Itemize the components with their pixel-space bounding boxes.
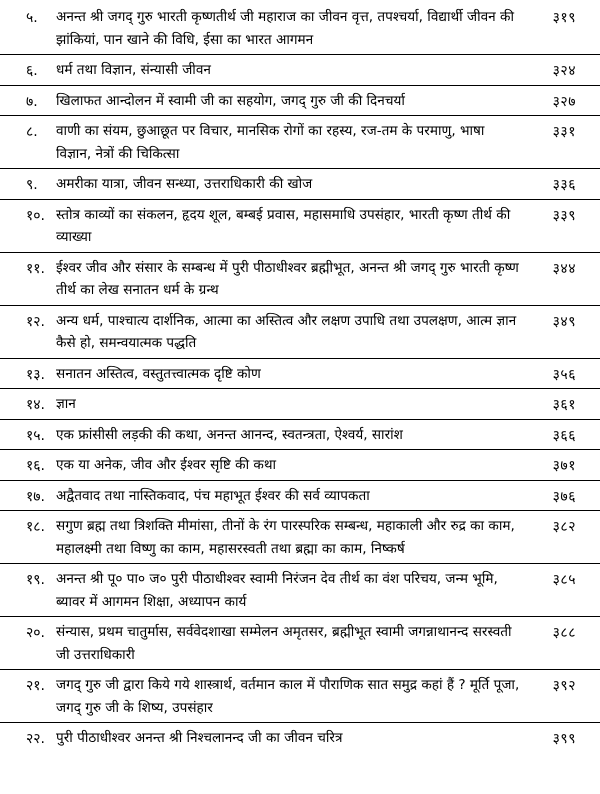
- toc-row: [0, 359, 600, 390]
- toc-row: [0, 564, 600, 617]
- entry-title: अनन्त श्री पू० पा० ज० पुरी पीठाधीश्वर स्वामी निरंजन देव तीर्थ का वंश परिचय, जन्म भूमि, ब्यावर में आगमन शिक्षा, अध्यापन कार्य: [56, 571, 498, 610]
- page-number: ३२७: [552, 93, 576, 110]
- entry-title: धर्म तथा विज्ञान, संन्यासी जीवन: [56, 62, 211, 78]
- toc-row: [0, 511, 600, 564]
- entry-number: १०.: [26, 207, 46, 224]
- toc-row: [0, 617, 600, 670]
- toc-row: [0, 116, 600, 169]
- page-number: ३७१: [552, 458, 576, 474]
- page-number: ३३६: [552, 177, 576, 193]
- entry-number: ७.: [26, 93, 38, 110]
- entry-number: १२.: [26, 313, 46, 330]
- page-number: ३९९: [552, 731, 576, 747]
- page-number: ३८२: [552, 519, 576, 535]
- entry-title: सगुण ब्रह्म तथा त्रिशक्ति मीमांसा, तीनों के रंग पारस्परिक सम्बन्ध, महाकाली और रुद्र का काम, महालक्ष्मी तथा विष्णु का काम, महासरस्वती तथा ब्रह्मा का काम, निष्कर्ष: [56, 518, 515, 557]
- toc-row: [0, 389, 600, 420]
- toc-row: [0, 450, 600, 481]
- entry-number: ६.: [26, 63, 38, 79]
- entry-title: सनातन अस्तित्व, वस्तुतत्त्वात्मक दृष्टि कोण: [56, 365, 261, 382]
- page-number: ३८५: [552, 572, 576, 588]
- entry-number: ५.: [26, 10, 38, 26]
- page-number: ३७६: [552, 488, 576, 505]
- entry-title: एक फ्रांसीसी लड़की की कथा, अनन्त आनन्द, स्वतन्त्रता, ऐश्वर्य, सारांश: [56, 426, 403, 443]
- entry-title: खिलाफत आन्दोलन में स्वामी जी का सहयोग, जगद् गुरु जी की दिनचर्या: [56, 92, 405, 109]
- page-number: ३२४: [552, 63, 576, 79]
- entry-title: अनन्त श्री जगद् गुरु भारती कृष्णतीर्थ जी महाराज का जीवन वृत्त, तपश्चर्या, विद्यार्थी जीवन की झांकियां, पान खाने की विधि, ईसा का भारत आगमन: [56, 9, 514, 48]
- entry-title: ज्ञान: [56, 396, 76, 412]
- page-number: ३६६: [552, 427, 576, 444]
- entry-number: २१.: [26, 678, 46, 694]
- page-number: ३४९: [552, 313, 576, 330]
- page-number: ३६१: [552, 397, 576, 413]
- entry-title: वाणी का संयम, छुआछूत पर विचार, मानसिक रोगों का रहस्य, रज-तम के परमाणु, भाषा विज्ञान, नेत्रों की चिकित्सा: [56, 123, 485, 162]
- toc-row: [0, 723, 600, 753]
- entry-number: १९.: [26, 572, 46, 588]
- entry-title: पुरी पीठाधीश्वर अनन्त श्री निश्चलानन्द जी का जीवन चरित्र: [56, 730, 343, 746]
- entry-number: १४.: [26, 397, 46, 413]
- toc-row: [0, 420, 600, 451]
- entry-title: जगद् गुरु जी द्वारा किये गये शास्त्रार्थ, वर्तमान काल में पौराणिक सात समुद्र कहां हैं ? मूर्ति पूजा, जगद् गुरु जी के शिष्य, उपसंहार: [56, 677, 520, 716]
- entry-title: अन्य धर्म, पाश्चात्य दार्शनिक, आत्मा का अस्तित्व और लक्षण उपाधि तथा उपलक्षण, आत्म ज्ञान कैसे हो, समन्वयात्मक पद्धति: [56, 312, 517, 351]
- entry-title: एक या अनेक, जीव और ईश्वर सृष्टि की कथा: [56, 457, 277, 473]
- entry-number: ११.: [26, 260, 46, 277]
- toc-row: [0, 306, 600, 359]
- entry-number: ८.: [26, 124, 38, 140]
- entry-title: स्तोत्र काव्यों का संकलन, हृदय शूल, बम्बई प्रवास, महासमाधि उपसंहार, भारती कृष्ण तीर्थ की व्याख्या: [56, 206, 511, 245]
- entry-title: अमरीका यात्रा, जीवन सन्ध्या, उत्तराधिकारी की खोज: [56, 176, 313, 192]
- entry-number: ९.: [26, 177, 38, 193]
- toc-row: [0, 55, 600, 86]
- entry-number: २०.: [26, 625, 46, 641]
- page-number: ३५६: [552, 366, 576, 383]
- entry-number: १८.: [26, 519, 46, 535]
- page-number: ३३१: [552, 124, 576, 140]
- toc-row: [0, 2, 600, 55]
- entry-number: १७.: [26, 488, 46, 505]
- toc-row: [0, 253, 600, 306]
- entry-number: १५.: [26, 427, 46, 444]
- entry-title: अद्वैतवाद तथा नास्तिकवाद, पंच महाभूत ईश्वर की सर्व व्यापकता: [56, 487, 370, 504]
- entry-number: १६.: [26, 458, 46, 474]
- page-number: ३९२: [552, 678, 576, 694]
- entry-title: ईश्वर जीव और संसार के सम्बन्ध में पुरी पीठाधीश्वर ब्रह्मीभूत, अनन्त श्री जगद् गुरु भारती कृष्ण तीर्थ का लेख सनातन धर्म के ग्रन्थ: [56, 259, 519, 298]
- page-number: ३३९: [552, 207, 576, 224]
- page-number: ३१९: [552, 10, 576, 26]
- page-number: ३४४: [552, 260, 576, 277]
- entry-number: १३.: [26, 366, 46, 383]
- page-number: ३८८: [552, 625, 576, 641]
- toc-row: [0, 86, 600, 117]
- toc-row: [0, 481, 600, 512]
- entry-number: २२.: [26, 731, 46, 747]
- toc-row: [0, 200, 600, 253]
- toc-row: [0, 670, 600, 723]
- toc-row: [0, 169, 600, 200]
- entry-title: संन्यास, प्रथम चातुर्मास, सर्ववेदशाखा सम्मेलन अमृतसर, ब्रह्मीभूत स्वामी जगन्नाथानन्द सरस्वती जी उत्तराधिकारी: [56, 624, 512, 663]
